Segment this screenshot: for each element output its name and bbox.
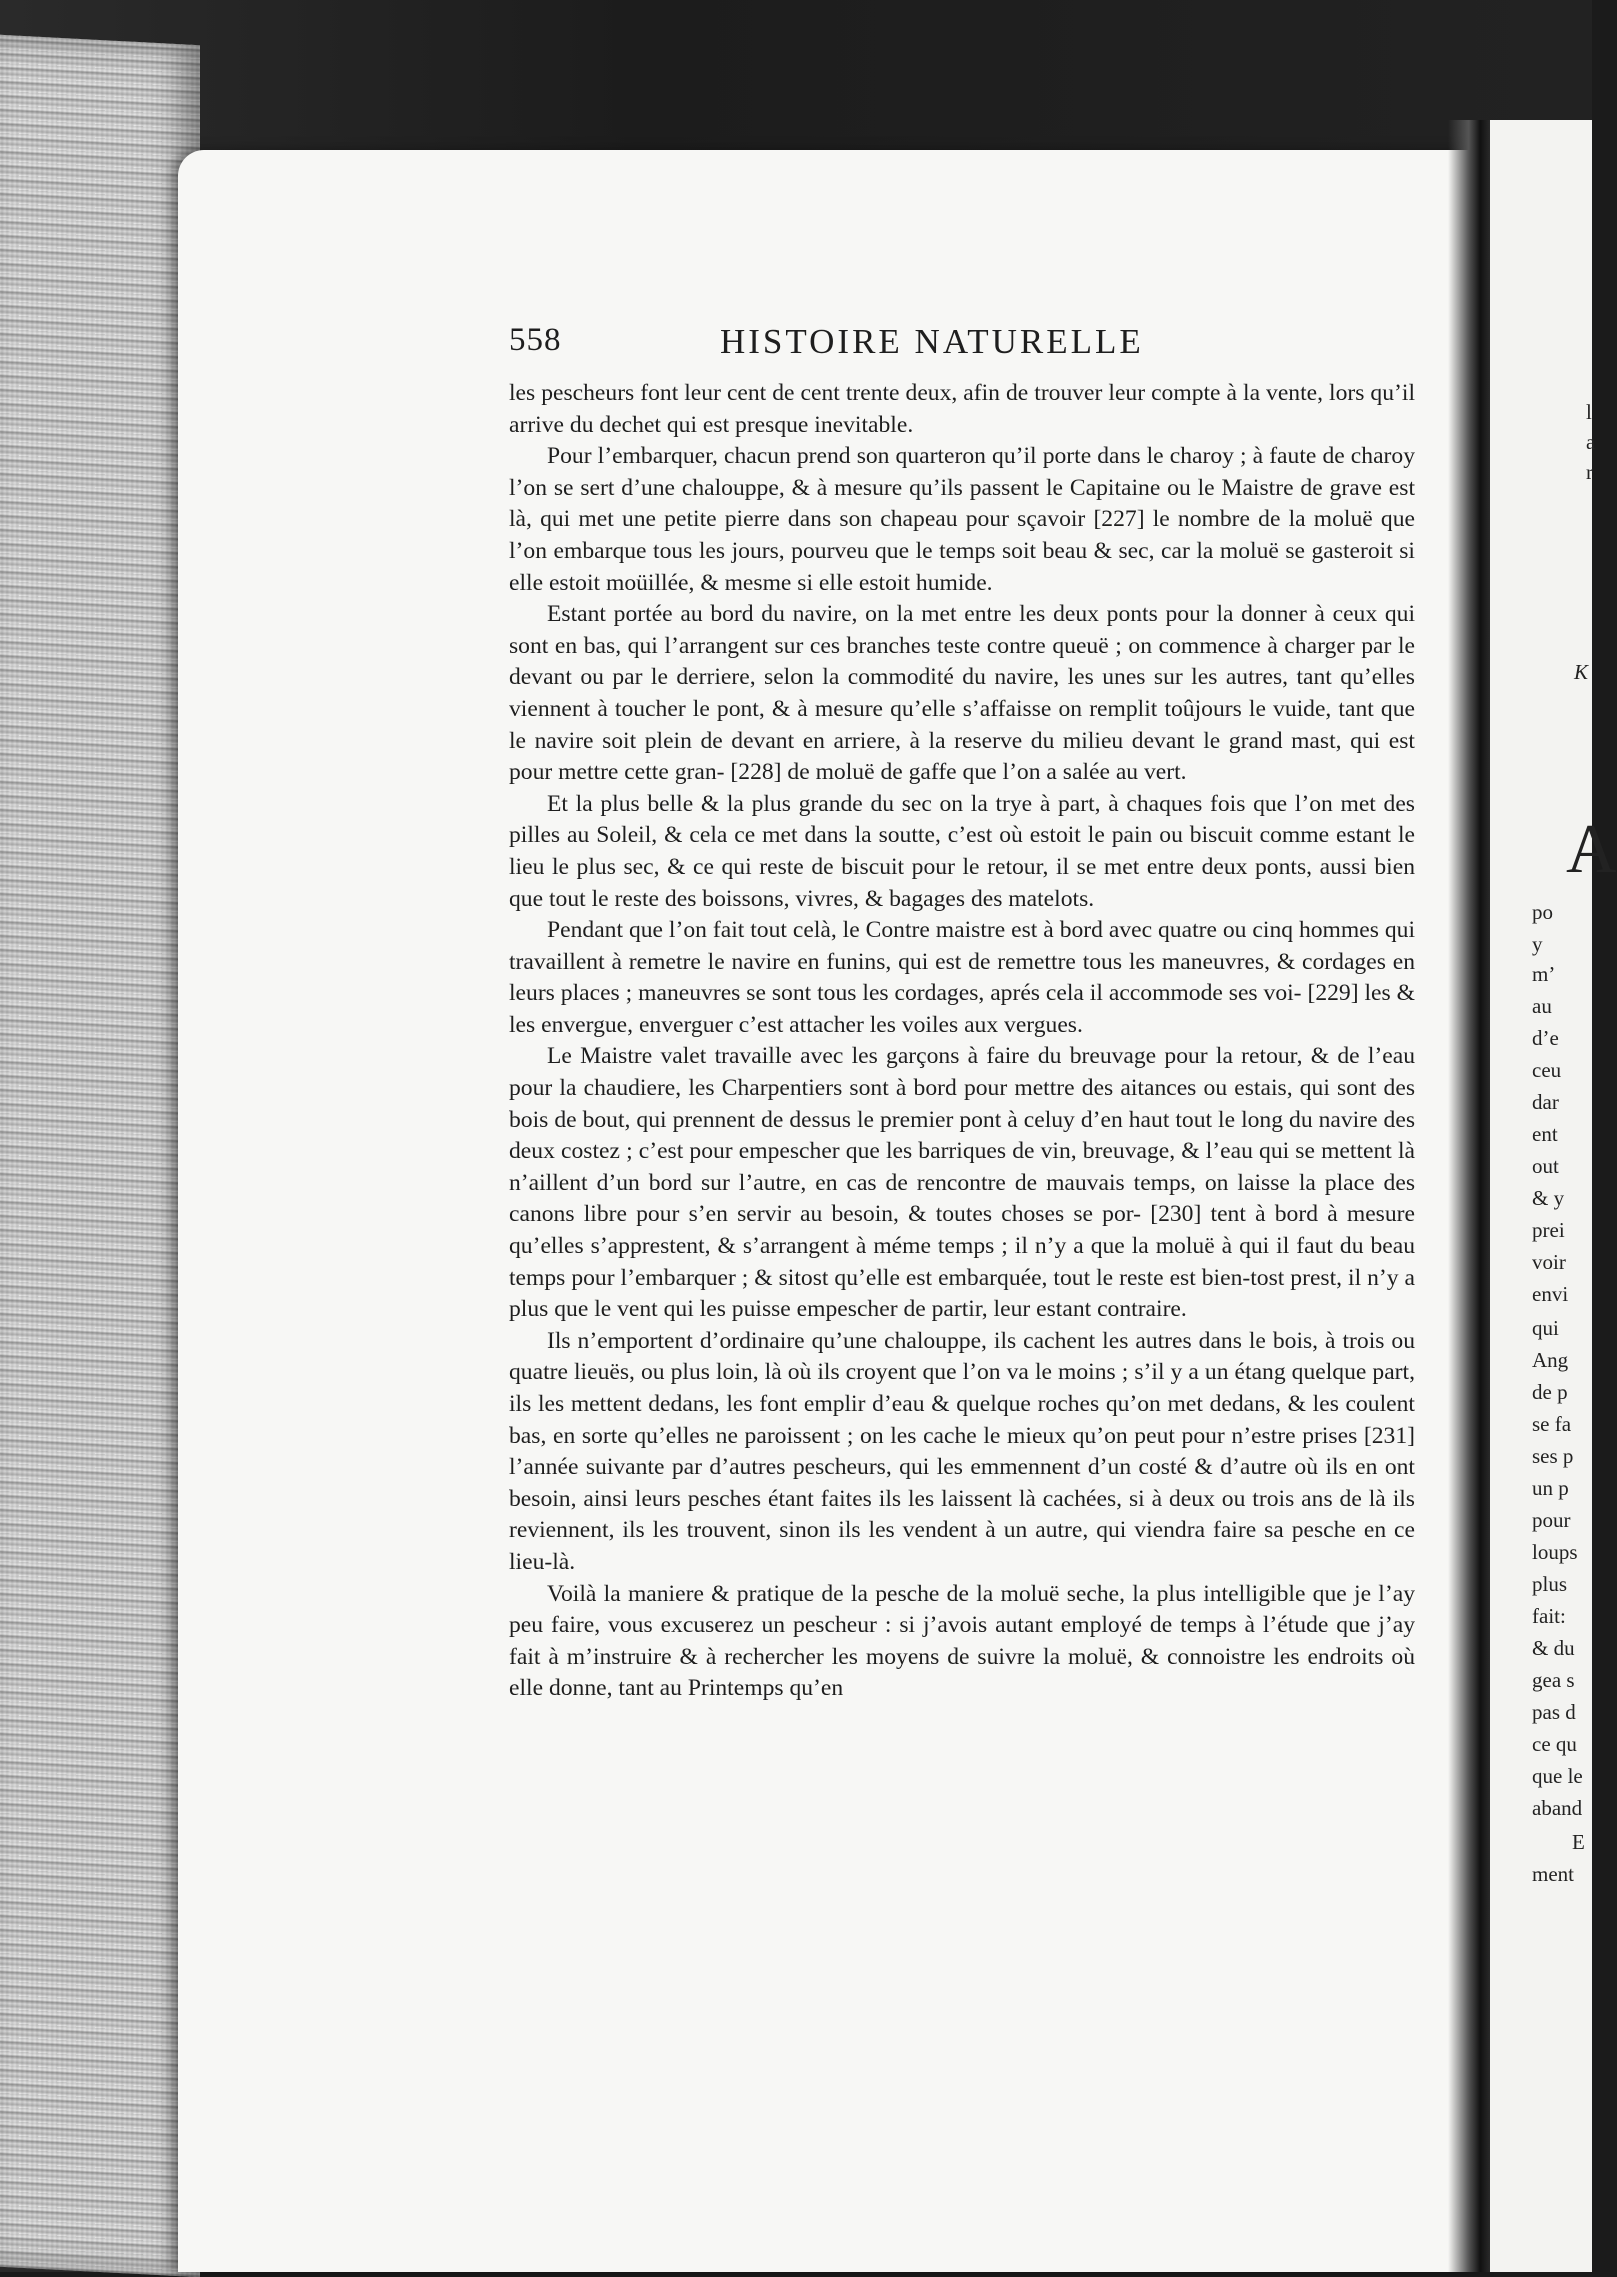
facing-page-line: fait: bbox=[1532, 1604, 1566, 1628]
facing-page-line: & du bbox=[1532, 1636, 1575, 1660]
body-text bbox=[509, 378, 1415, 1705]
facing-page-line: au bbox=[1532, 994, 1552, 1018]
facing-page-line: pour bbox=[1532, 1508, 1571, 1532]
paragraph: Pendant que l’on fait tout celà, le Contre maistre est à bord avec quatre ou cinq hommes qui travaillent à remetre le navire en funins, qui est de remettre tous les maneuvres, & cordages en leurs places ; maneuvres se sont tous les cordages, aprés cela il accommode ses voi- [229] les & les envergue, enverguer c’est attacher les voiles aux vergues. bbox=[509, 917, 1415, 1038]
facing-page-line: & y bbox=[1532, 1186, 1565, 1210]
facing-page-line: po bbox=[1532, 900, 1553, 924]
facing-page-line: dar bbox=[1532, 1090, 1559, 1114]
facing-drop-cap: A bbox=[1566, 811, 1617, 888]
page-header bbox=[509, 322, 1415, 378]
facing-page-line: a bbox=[1586, 430, 1596, 454]
facing-page-line: ses p bbox=[1532, 1444, 1574, 1468]
facing-page-line: voir bbox=[1532, 1250, 1566, 1274]
paragraph: Le Maistre valet travaille avec les garçons à faire du breuvage pour la retour, & de l’eau pour la chaudiere, les Charpentiers sont à bord pour mettre des aitances ou estais, qui sont des bois de bout, qui prennent de dessus le premier pont à celuy d’en haut tout le long du navire des deux costez ; c’est pour empescher que les barriques de vin, breuvage, & l’eau qui se mettent là n’aillent d’un bord sur l’autre, en cas de rencontre de mauvais temps, on laisse la place des canons libre pour s’en servir au besoin, & toutes choses se por- [230] tent à bord à mesure qu’elles s’apprestent, & s’arrangent à méme temps ; il n’y a que la moluë à qui il faut du beau temps pour l’embarquer ; & sitost qu’elle est embarquée, tout le reste est bien-tost prest, il n’y a plus que le vent qui les puisse empescher de partir, leur estant contraire. bbox=[509, 1043, 1415, 1323]
facing-page-line: y bbox=[1532, 932, 1543, 956]
facing-page-line: que le bbox=[1532, 1764, 1583, 1788]
facing-page-line: plus bbox=[1532, 1572, 1568, 1596]
facing-page-line: d’e bbox=[1532, 1026, 1559, 1050]
facing-page-line: de p bbox=[1532, 1380, 1568, 1404]
paragraph: Et la plus belle & la plus grande du sec on la trye à part, à chaques fois que l’on met des pilles au Soleil, & cela ce met dans la soutte, c’est où estoit le pain ou biscuit comme estant le lieu le plus sec, & ce qui reste de biscuit pour le retour, il se met entre deux ponts, aussi bien que tout le reste des boissons, vivres, & bagages des matelots. bbox=[509, 790, 1415, 912]
facing-page-line: envi bbox=[1532, 1282, 1569, 1306]
facing-page-line: ent bbox=[1532, 1122, 1558, 1146]
facing-page-line: K bbox=[1574, 660, 1589, 684]
facing-page-line: se fa bbox=[1532, 1412, 1572, 1436]
book-gutter bbox=[1448, 120, 1494, 2272]
paragraph: Estant portée au bord du navire, on la met entre les deux ponts pour la donner à ceux qui sont en bas, qui l’arrangent sur ces branches teste contre queuë ; on commence à charger par le devant ou par le derriere, selon la commodité du navire, les unes sur les autres, tant qu’elles viennent à toucher le pont, & à mesure qu’elle s’affaisse on remplit toûjours le vuide, tant que le navire soit plein de devant en arriere, à la reserve du milieu devant le grand mast, qui est pour mettre cette gran- [228] de moluë de gaffe que l’on a salée au vert. bbox=[509, 601, 1415, 786]
facing-page-line: aband bbox=[1532, 1796, 1583, 1820]
paragraph: Pour l’embarquer, chacun prend son quarteron qu’il porte dans le charoy ; à faute de charoy l’on se sert d’une chalouppe, & à mesure qu’ils passent le Capitaine ou le Maistre de grave est là, qui met une petite pierre dans son chapeau pour sçavoir [227] le nombre de la moluë que l’on embarque tous les jours, pourveu que le temps soit beau & sec, car la moluë se gasteroit si elle estoit moüillée, & mesme si elle estoit humide. bbox=[509, 443, 1415, 596]
text-column bbox=[509, 322, 1415, 1705]
facing-page-line: ment bbox=[1532, 1862, 1574, 1886]
facing-page-line: prei bbox=[1532, 1218, 1565, 1242]
facing-page-line: un p bbox=[1532, 1476, 1569, 1500]
stacked-page-edges bbox=[0, 35, 200, 2277]
facing-page-line: qui bbox=[1532, 1316, 1559, 1340]
running-head: HISTOIRE NATURELLE bbox=[720, 322, 1144, 361]
facing-page-line: m’ bbox=[1532, 962, 1556, 986]
facing-page-line: out bbox=[1532, 1154, 1559, 1178]
paragraph: Voilà la maniere & pratique de la pesche de la moluë seche, la plus intelligible que je l’ay peu faire, vous excuserez un pescheur : si j’avois autant employé de temps à l’étude que j’ay fait à m’instruire & à rechercher les moyens de suivre la moluë, & connoistre les endroits où elle donne, tant au Printemps qu’en bbox=[509, 1580, 1415, 1702]
facing-page-line: ceu bbox=[1532, 1058, 1562, 1082]
facing-page-line: Ang bbox=[1532, 1348, 1569, 1372]
paragraph: les pescheurs font leur cent de cent trente deux, afin de trouver leur compte à la vente, lors qu’il arrive du dechet qui est presque inevitable. bbox=[509, 380, 1415, 438]
facing-page-line: ce qu bbox=[1532, 1732, 1577, 1756]
facing-page-line: gea s bbox=[1532, 1668, 1575, 1692]
facing-page-line: r bbox=[1586, 460, 1593, 484]
facing-page-line: pas d bbox=[1532, 1700, 1576, 1724]
page-number: 558 bbox=[509, 322, 562, 358]
facing-page-line: E bbox=[1572, 1830, 1585, 1854]
facing-page-line: loups bbox=[1532, 1540, 1578, 1564]
facing-page-line: l bbox=[1586, 400, 1592, 424]
paragraph: Ils n’emportent d’ordinaire qu’une chalouppe, ils cachent les autres dans le bois, à trois ou quatre lieuës, ou plus loin, là où ils croyent que l’on va le moins ; s’il y a un étang quelque part, ils les mettent dedans, les font emplir d’eau & quelque roches qu’on met dedans, & les coulent bas, en sorte qu’elles ne paroissent ; on les cache le mieux qu’on peut pour n’estre prises [231] l’année suivante par d’autres pescheurs, qui les emmennent d’un costé & d’autre où ils en ont besoin, ainsi leurs pesches étant faites ils les laissent là cachées, si à deux ou trois ans de là ils reviennent, ils les trouvent, sinon ils les vendent à un autre, qui viendra faire sa pesche en ce lieu-là. bbox=[509, 1327, 1415, 1575]
